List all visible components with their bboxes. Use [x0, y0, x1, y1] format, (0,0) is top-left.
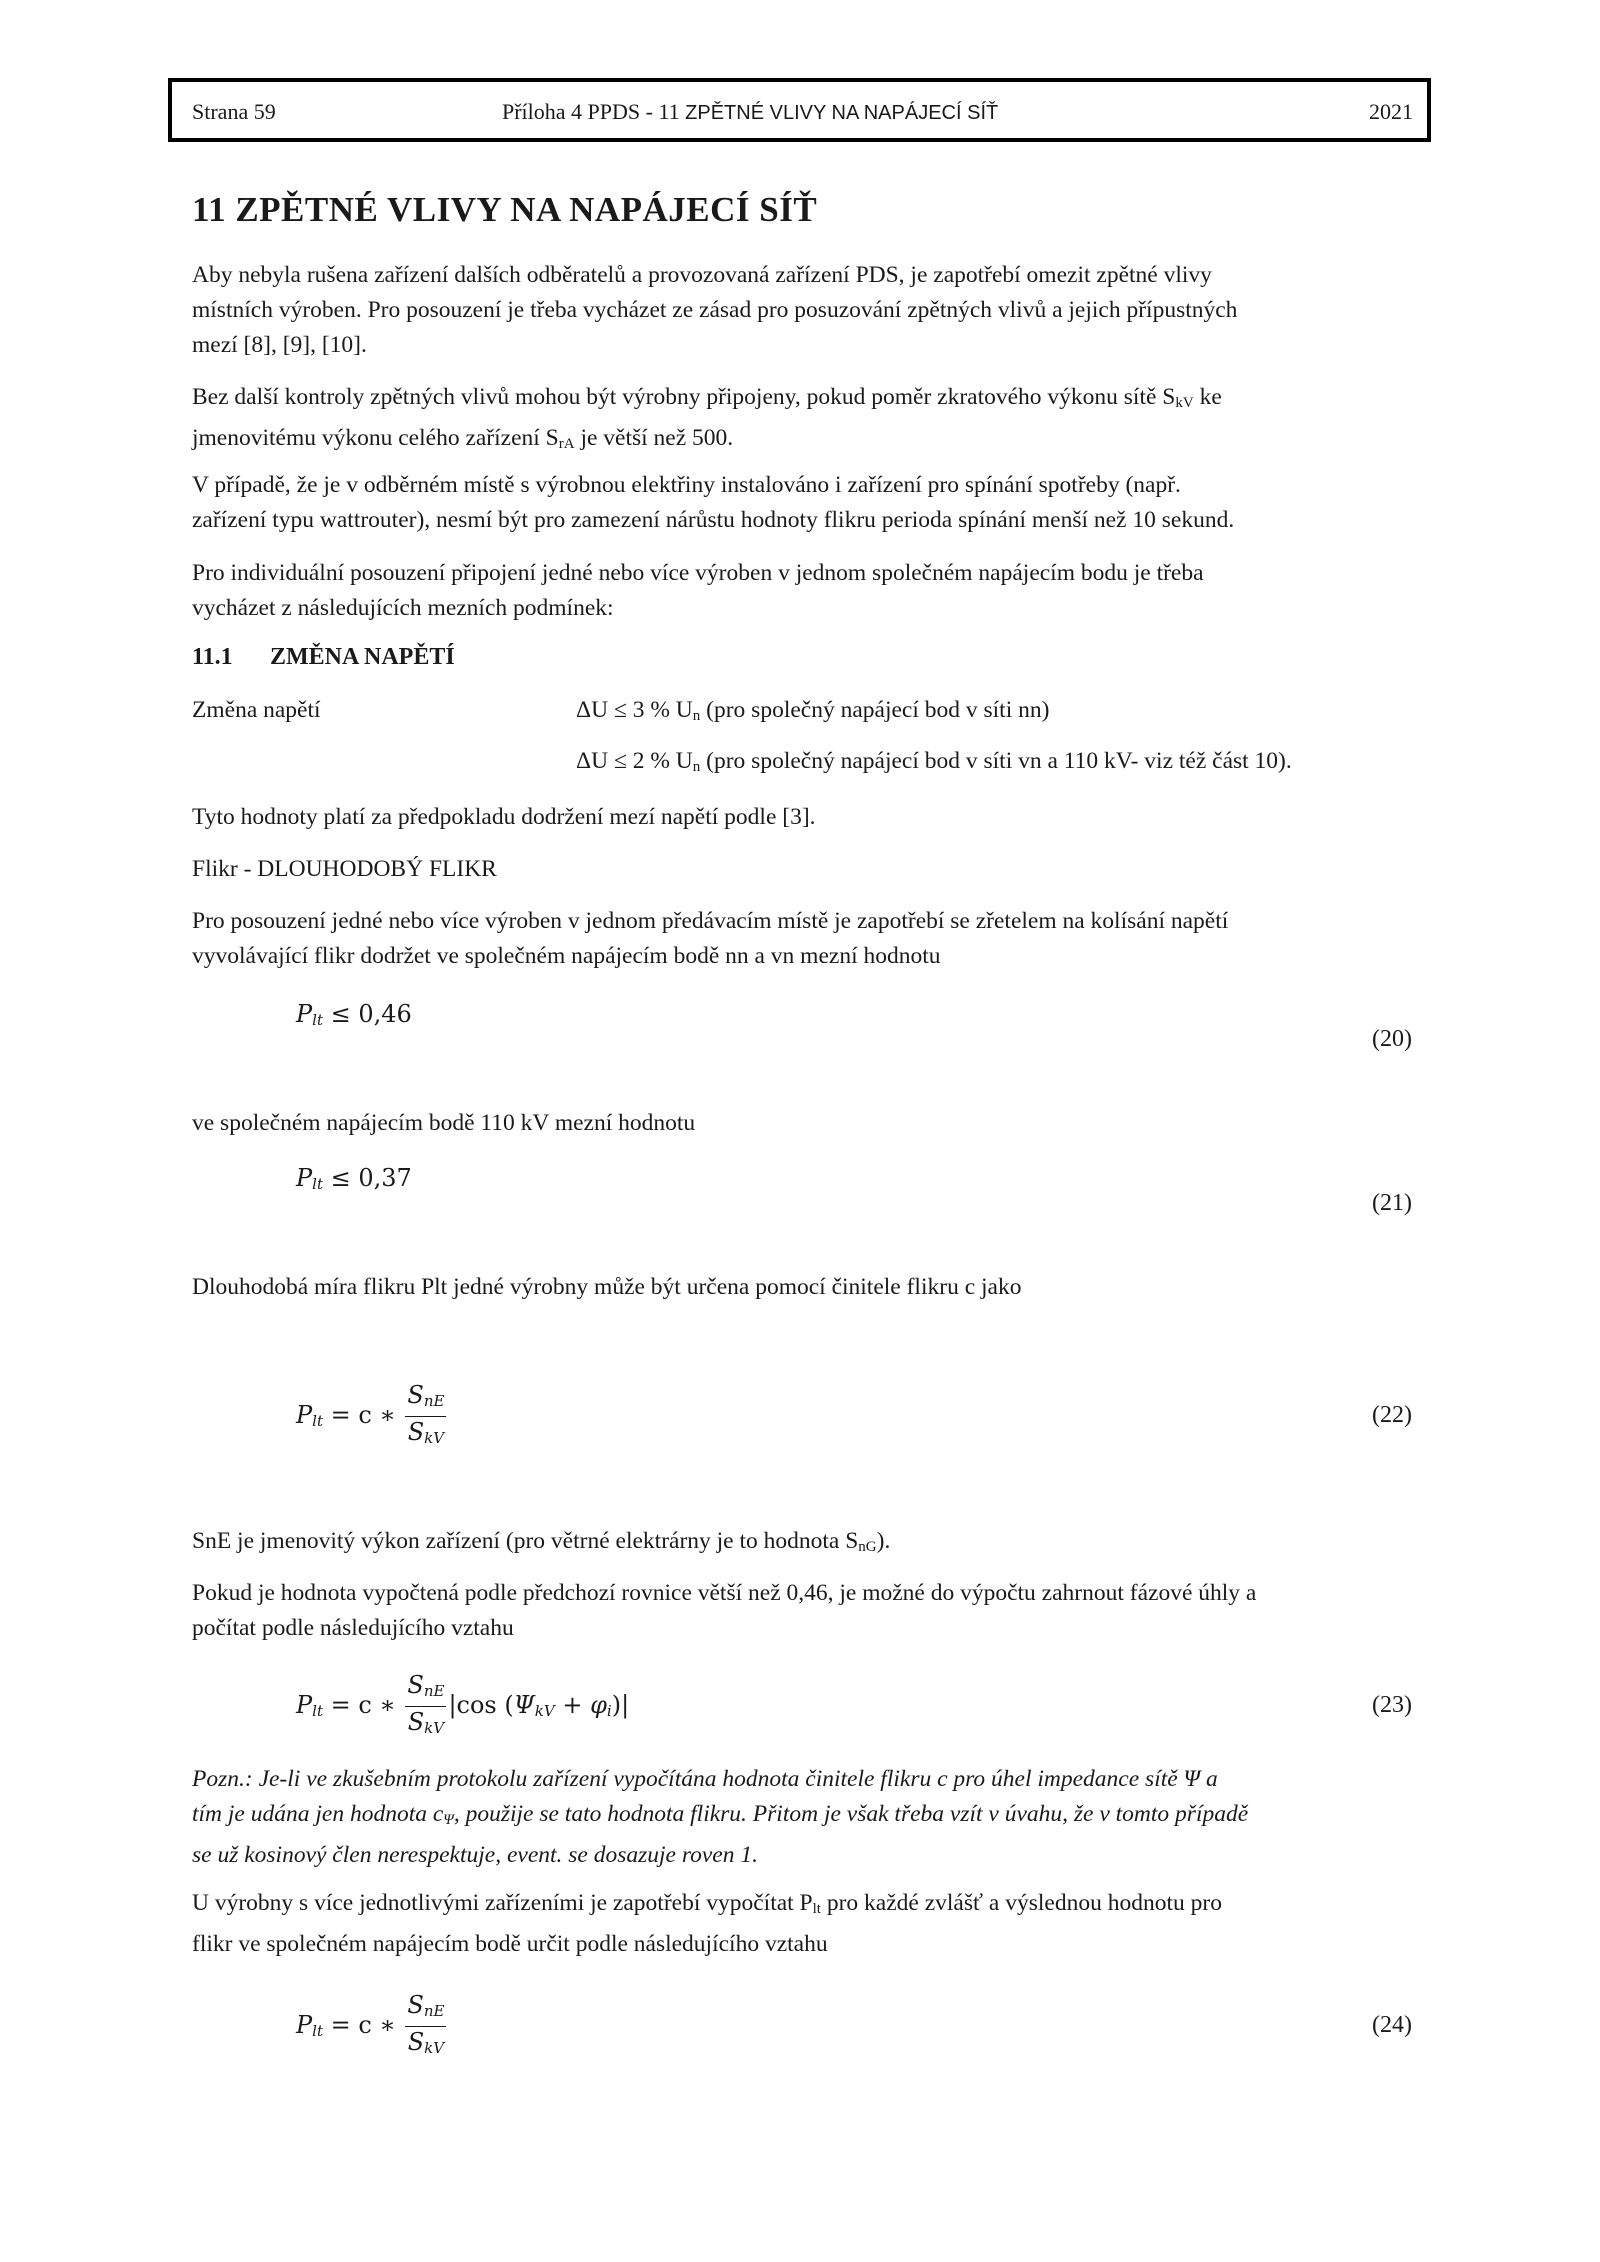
equation-21-number: (21) — [1372, 1190, 1412, 1216]
fraction: $\frac{S_{nE}}{S_{kV}}$ — [407, 1381, 445, 1447]
voltage-limit-vn: ΔU ≤ 2 % $U_n$ (pro společný napájecí bod v síti vn a 110 kV- viz též část 10). — [576, 748, 1292, 775]
text-line: vyvolávající flikr dodržet ve společném napájecím bodě nn a vn mezní hodnotu — [192, 943, 941, 969]
header-year: 2021 — [1369, 99, 1413, 124]
section-number: 11.1 — [192, 644, 233, 670]
note-line: se už kosinový člen nerespektuje, event. se dosazuje roven 1. — [192, 1842, 758, 1868]
page-number: Strana 59 — [192, 99, 276, 124]
voltage-limit-nn: ΔU ≤ 3 % $U_n$ (pro společný napájecí bod v síti nn) — [576, 697, 1050, 724]
fraction: $\frac{S_{nE}}{S_{kV}}$ — [407, 1671, 445, 1737]
text-line: Pokud je hodnota vypočtená podle předchozí rovnice větší než 0,46, je možné do výpočtu zahrnout fázové úhly a — [192, 1580, 1257, 1606]
paragraph-limits-note: Tyto hodnoty platí za předpokladu dodržení mezí napětí podle [3]. — [192, 804, 816, 830]
equation-20: $P_{lt} \le 0,46$ — [296, 1000, 412, 1029]
note-line: tím je udána jen hodnota $c_\Psi$, použije se tato hodnota flikru. Přitom je však třeba vzít v úvahu, že v tomto případě — [192, 1801, 1249, 1828]
paragraph-plt: Dlouhodobá míra flikru Plt jedné výrobny může být určena pomocí činitele flikru c jako — [192, 1274, 1022, 1300]
section-title: ZMĚNA NAPĚTÍ — [270, 644, 455, 670]
text-line: flikr ve společném napájecím bodě určit podle následujícího vztahu — [192, 1931, 828, 1957]
equation-24-number: (24) — [1372, 2012, 1412, 2038]
equation-22-number: (22) — [1372, 1402, 1412, 1428]
flikr-label: Flikr - DLOUHODOBÝ FLIKR — [192, 856, 497, 882]
text-line: U výrobny s více jednotlivými zařízeními je zapotřebí vypočítat $P_{lt}$ pro každé zvlášť a výslednou hodnotu pro — [192, 1890, 1222, 1917]
text-line: Pro posouzení jedné nebo více výroben v jednom předávacím místě je zapotřebí se zřetelem na kolísání napětí — [192, 908, 1229, 934]
paragraph-switching — [192, 468, 1432, 538]
text-line: počítat podle následujícího vztahu — [192, 1615, 514, 1641]
text-line: mezí [8], [9], [10]. — [192, 332, 367, 358]
text-line: místních výroben. Pro posouzení je třeba vycházet ze zásad pro posuzování zpětných vlivů a jejich přípustných — [192, 297, 1238, 323]
equation-20-number: (20) — [1372, 1026, 1412, 1052]
paragraph-110kv: ve společném napájecím bodě 110 kV mezní hodnotu — [192, 1110, 696, 1136]
paragraph-short-circuit — [192, 380, 1432, 462]
note — [192, 1762, 1432, 1873]
header-title — [502, 99, 998, 126]
equation-23-number: (23) — [1372, 1692, 1412, 1718]
paragraph-flicker-assessment — [192, 904, 1432, 974]
equation-21: $P_{lt} \le 0,37$ — [296, 1164, 412, 1193]
note-line: Pozn.: Je-li ve zkušebním protokolu zařízení vypočítána hodnota činitele flikru c pro úhel impedance sítě Ψ a — [192, 1766, 1218, 1792]
paragraph-intro — [192, 258, 1432, 363]
text-line: V případě, že je v odběrném místě s výrobnou elektřiny instalováno i zařízení pro spínání spotřeby (např. — [192, 472, 1181, 498]
paragraph-multiple-units — [192, 1886, 1432, 1962]
paragraph-sne: SnE je jmenovitý výkon zařízení (pro větrné elektrárny je to hodnota $S_{nG}$). — [192, 1528, 891, 1555]
chapter-heading: 11 ZPĚTNÉ VLIVY NA NAPÁJECÍ SÍŤ — [192, 190, 818, 229]
text-line: jmenovitému výkonu celého zařízení $S_{rA}$ je větší než 500. — [192, 425, 734, 452]
text-line: Bez další kontroly zpětných vlivů mohou být výrobny připojeny, pokud poměr zkratového výkonu sítě $S_{kV}$ ke — [192, 384, 1222, 411]
text-line: Pro individuální posouzení připojení jedné nebo více výroben v jednom společném napájecím bodu je třeba — [192, 560, 1204, 586]
text-line: zařízení typu wattrouter), nesmí být pro zamezení nárůstu hodnoty flikru perioda spínání menší než 10 sekund. — [192, 507, 1235, 533]
text-line: vycházet z následujících mezních podmínek: — [192, 595, 614, 621]
text-line: Aby nebyla rušena zařízení dalších odběratelů a provozovaná zařízení PDS, je zapotřebí omezit zpětné vlivy — [192, 262, 1212, 288]
equation-22: $P_{lt} = c$ ∗ $\frac{S_{nE}}{S_{kV}}$ — [296, 1380, 448, 1453]
equation-23: $P_{lt} = c$ ∗ $\frac{S_{nE}}{S_{kV}}$ |cos $(\Psi_{kV} + \varphi_i)|$ — [296, 1670, 629, 1743]
header-annex: Příloha 4 PPDS - 11 — [502, 99, 686, 124]
paragraph-phase-angles — [192, 1576, 1432, 1646]
equation-24: $P_{lt} = c$ ∗ $\frac{S_{nE}}{S_{kV}}$ — [296, 1990, 448, 2063]
paragraph-conditions — [192, 556, 1432, 626]
header-chapter: ZPĚTNÉ VLIVY NA NAPÁJECÍ SÍŤ — [685, 102, 999, 124]
page-header — [168, 78, 1431, 142]
fraction: $\frac{S_{nE}}{S_{kV}}$ — [407, 1991, 445, 2057]
voltage-change-label: Změna napětí — [192, 697, 321, 723]
section-heading — [192, 644, 455, 671]
